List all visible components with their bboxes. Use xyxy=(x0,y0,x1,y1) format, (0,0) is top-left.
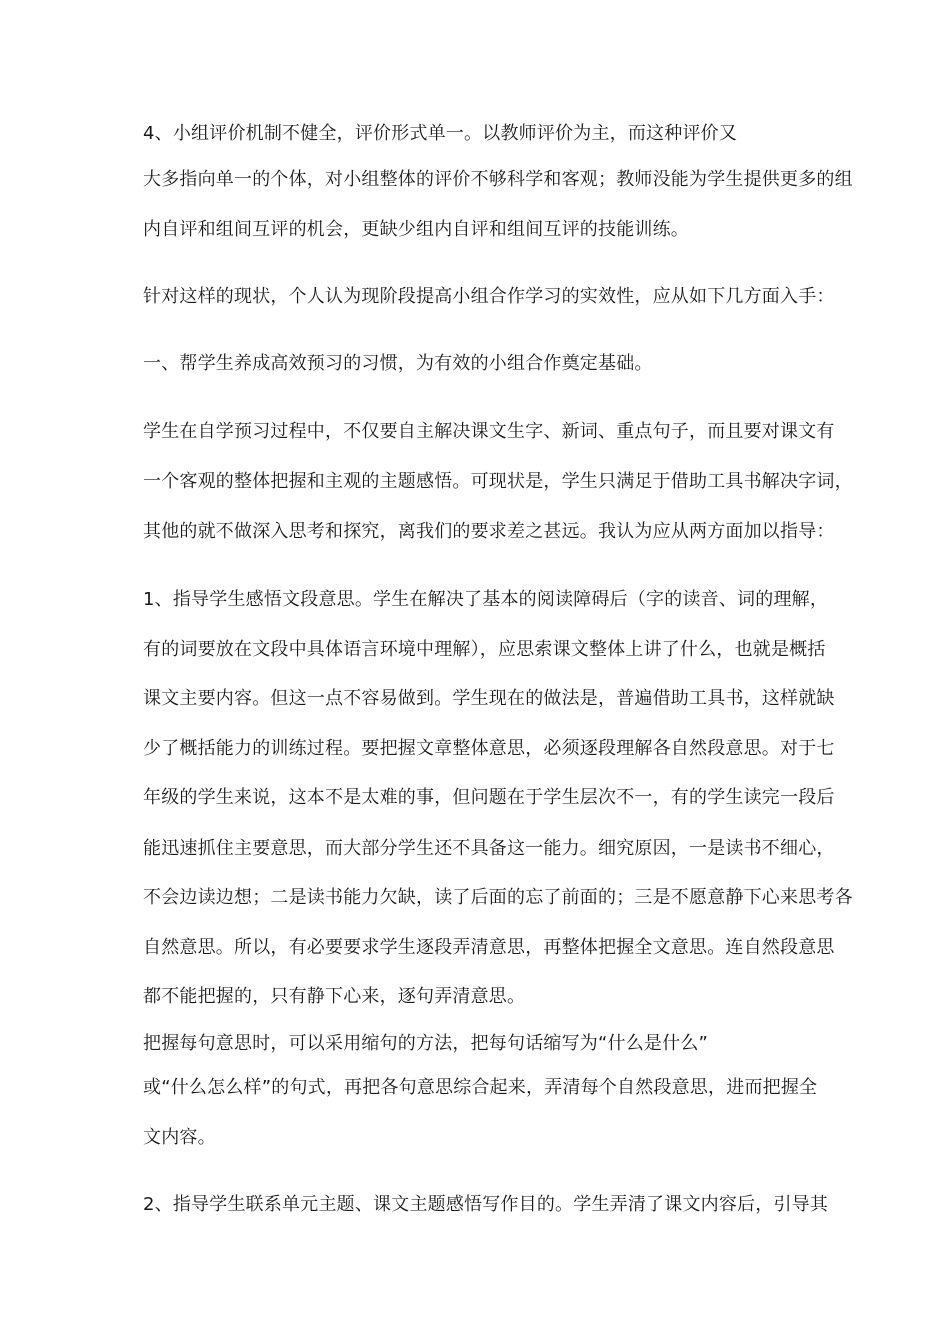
text-line: 2、指导学生联系单元主题、课文主题感悟写作目的。学生弄清了课文内容后，引导其 xyxy=(143,1194,829,1215)
text-line: 课文主要内容。但这一点不容易做到。学生现在的做法是，普遍借助工具书，这样就缺 xyxy=(143,688,835,709)
text-line: 内自评和组间互评的机会，更缺少组内自评和组间互评的技能训练。 xyxy=(143,219,689,240)
text-line: 不会边读边想；二是读书能力欠缺，读了后面的忘了前面的；三是不愿意静下心来思考各 xyxy=(143,887,853,908)
text-line: 针对这样的现状，个人认为现阶段提高小组合作学习的实效性，应从如下几方面入手： xyxy=(143,286,835,307)
text-line: 大多指向单一的个体，对小组整体的评价不够科学和客观；教师没能为学生提供更多的组 xyxy=(143,169,853,190)
text-line: 年级的学生来说，这本不是太难的事，但问题在于学生层次不一，有的学生读完一段后 xyxy=(143,787,835,808)
section-heading: 一、帮学生养成高效预习的习惯，为有效的小组合作奠定基础。 xyxy=(143,353,653,374)
text-line: 学生在自学预习过程中，不仅要自主解决课文生字、新词、重点句子，而且要对课文有 xyxy=(143,421,835,442)
text-line: 4、小组评价机制不健全，评价形式单一。以教师评价为主，而这种评价又 xyxy=(143,123,738,144)
text-line: 有的词要放在文段中具体语言环境中理解），应思索课文整体上讲了什么，也就是概括 xyxy=(143,639,826,660)
text-line: 自然意思。所以，有必要要求学生逐段弄清意思，再整体把握全文意思。连自然段意思 xyxy=(143,937,835,958)
text-line: 其他的就不做深入思考和探究，离我们的要求差之甚远。我认为应从两方面加以指导： xyxy=(143,521,835,542)
text-line: 少了概括能力的训练过程。要把握文章整体意思，必须逐段理解各自然段意思。对于七 xyxy=(143,738,835,759)
text-line: 或“什么怎么样”的句式，再把各句意思综合起来，弄清每个自然段意思，进而把握全 xyxy=(143,1077,818,1098)
text-line: 文内容。 xyxy=(143,1127,216,1148)
text-line: 把握每句意思时，可以采用缩句的方法，把每句话缩写为“什么是什么” xyxy=(143,1033,709,1054)
text-line: 1、指导学生感悟文段意思。学生在解决了基本的阅读障碍后（字的读音、词的理解， xyxy=(143,589,829,610)
text-line: 都不能把握的，只有静下心来，逐句弄清意思。 xyxy=(143,986,526,1007)
text-line: 一个客观的整体把握和主观的主题感悟。可现状是，学生只满足于借助工具书解决字词， xyxy=(143,471,853,492)
text-line: 能迅速抓住主要意思，而大部分学生还不具备这一能力。细究原因，一是读书不细心， xyxy=(143,838,835,859)
